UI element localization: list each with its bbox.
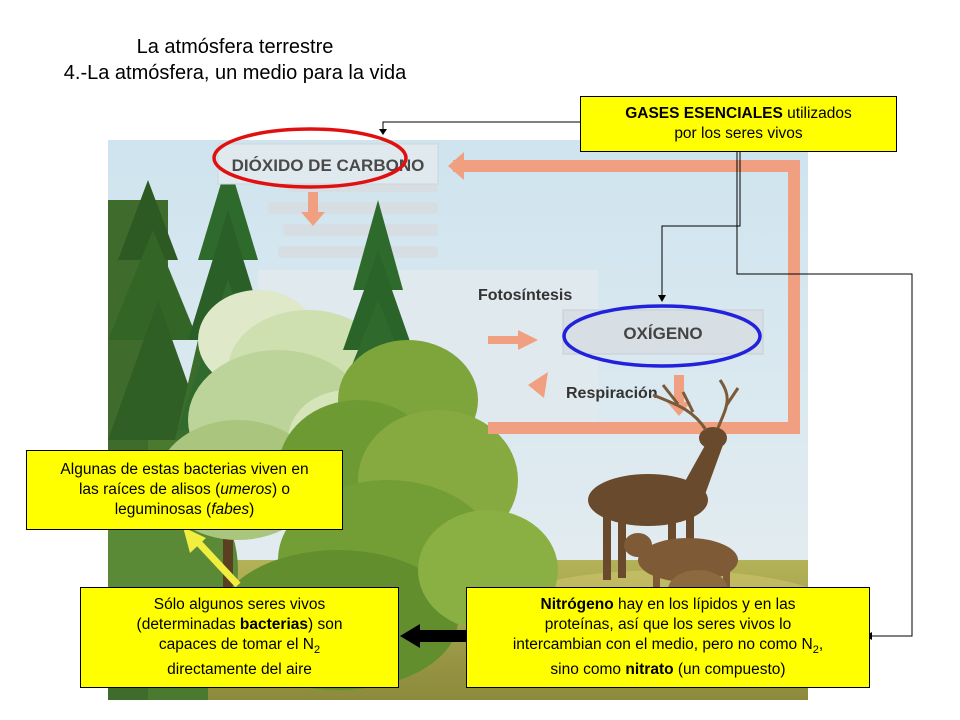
slide-title-line1: La atmósfera terrestre [136, 36, 334, 58]
nitrogen-to-bacteria-arrow [418, 630, 468, 642]
oxygen-label: OXÍGENO [623, 324, 703, 343]
respiration-label: Respiración [566, 385, 658, 402]
connector-to-nitrogen [737, 150, 912, 636]
slide-title-line2: 4.-La atmósfera, un medio para la vida [63, 62, 407, 84]
connector-to-oxygen [662, 150, 740, 296]
bacteria-roots-box: Algunas de estas bacterias viven en las raíces de alisos (umeros) o leguminosas (fabes) [26, 450, 343, 530]
gases-essential-box: GASES ESENCIALES utilizados por los seres vivos [580, 96, 897, 152]
co2-label: DIÓXIDO DE CARBONO [231, 156, 425, 175]
connector-to-co2 [383, 122, 580, 130]
co2-highlight-ellipse [214, 129, 406, 187]
nitrogen-box: Nitrógeno hay en los lípidos y en las proteínas, así que los seres vivos lo intercambian con el medio, pero no como $N_2$, sino como nitrato (un compuesto) [466, 587, 870, 688]
photosynthesis-label: Fotosíntesis [478, 287, 573, 304]
few-beings-box: Sólo algunos seres vivos (determinadas bacterias) son capaces de tomar el $N_2$ directamente del aire [80, 587, 399, 688]
oxygen-highlight-ellipse [564, 306, 760, 366]
